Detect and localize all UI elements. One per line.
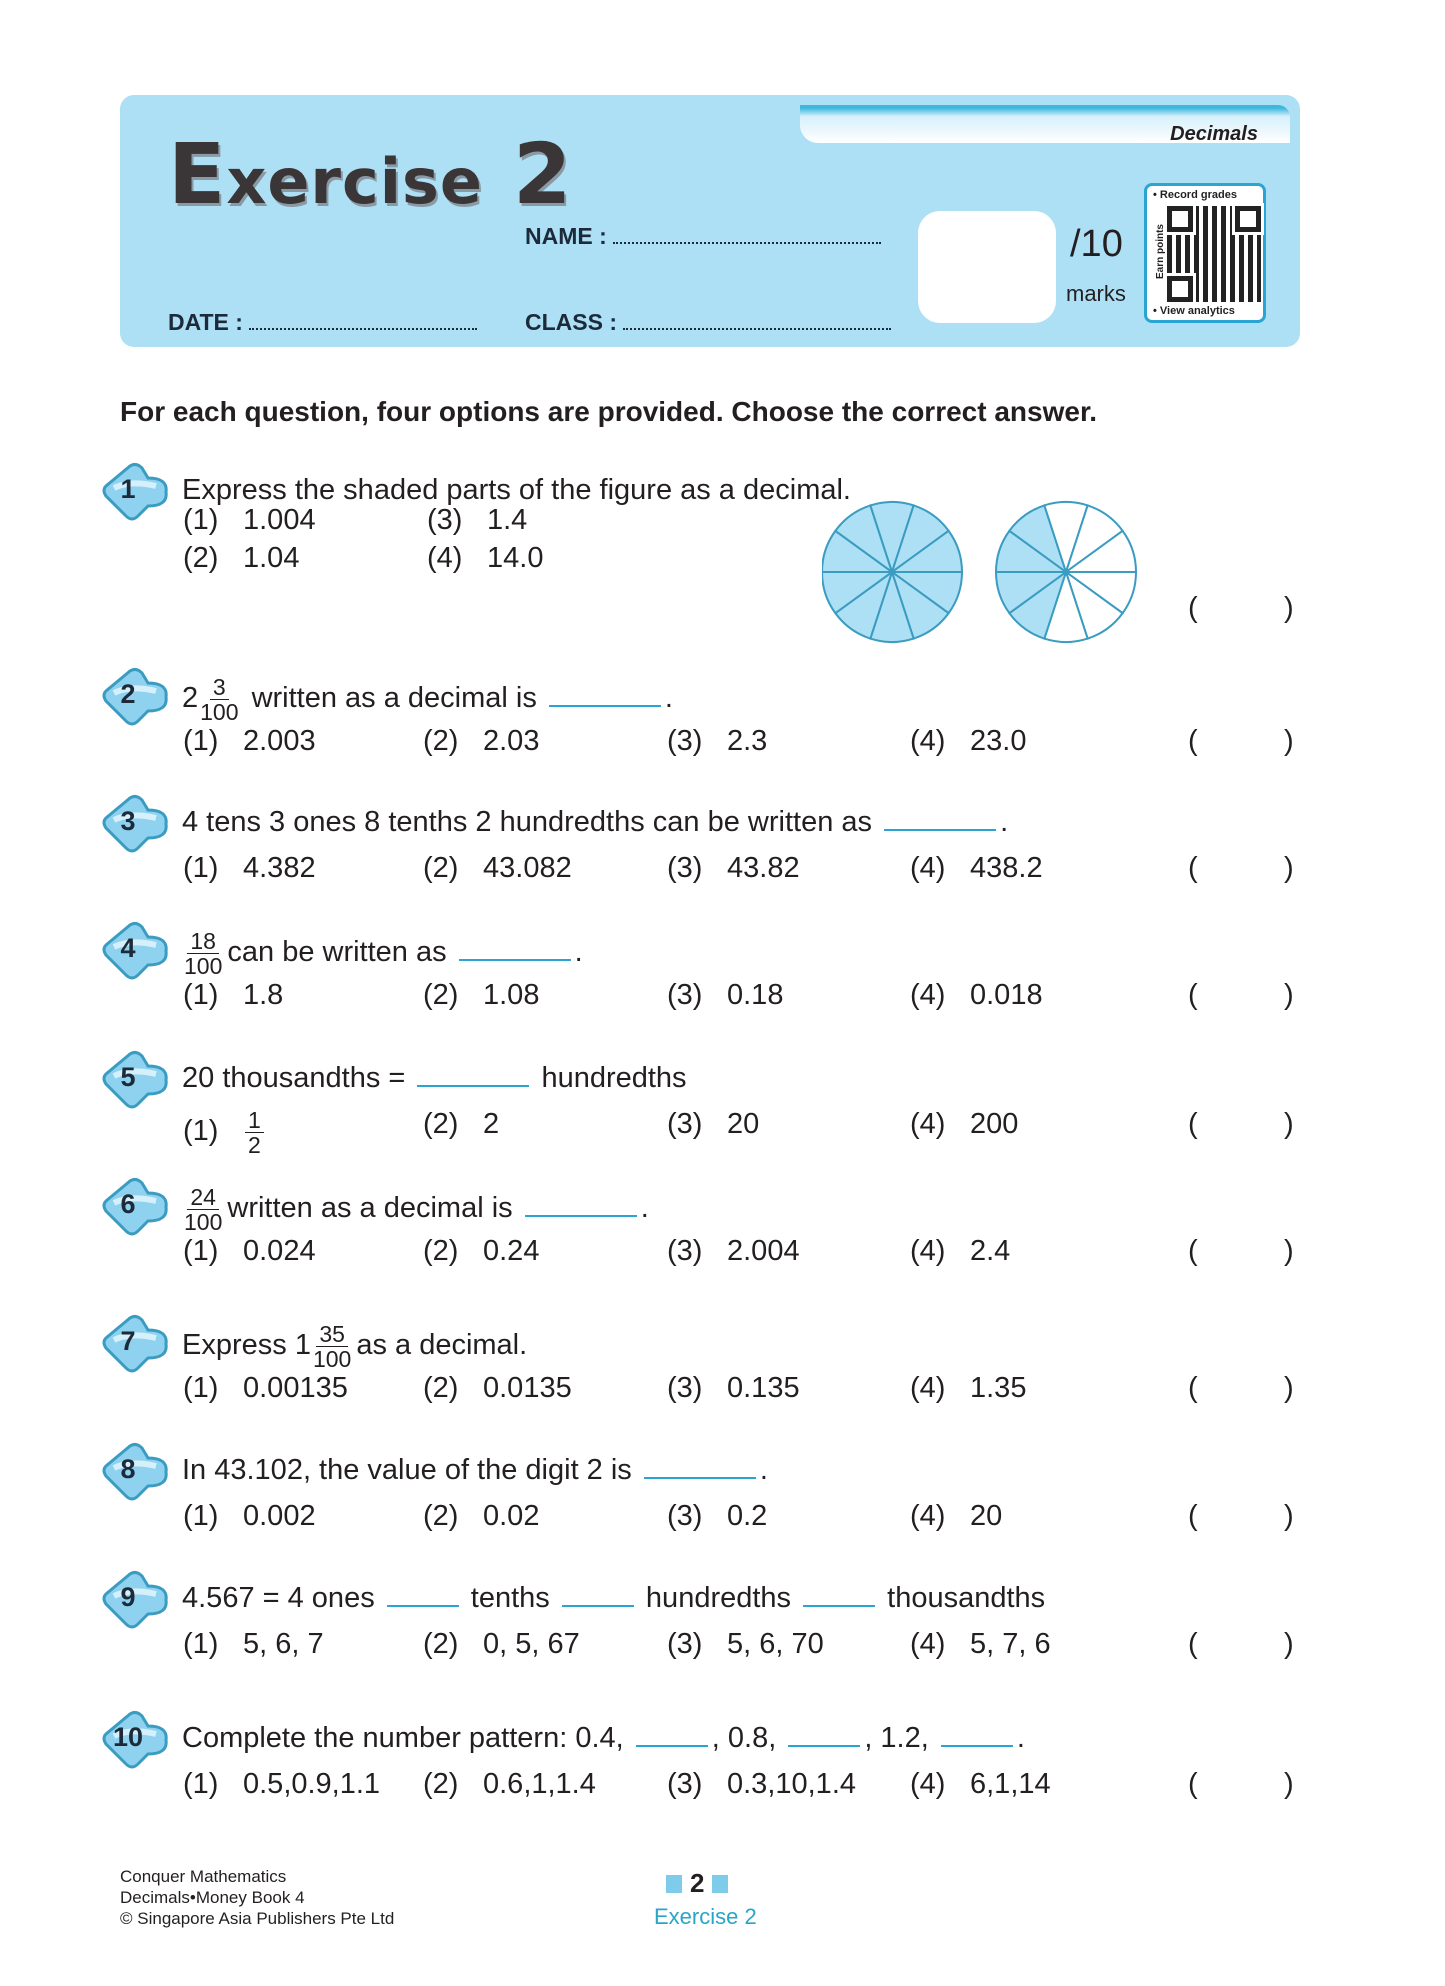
answer-paren-open[interactable]: (: [1188, 1235, 1198, 1267]
numerator: 24: [187, 1185, 219, 1210]
option-key: (2): [423, 1628, 459, 1660]
option-value: 5, 6, 7: [243, 1628, 324, 1660]
question-text: [182, 1578, 1045, 1618]
question-text-segment: 20 thousandths =: [182, 1062, 414, 1094]
answer-blank: [459, 933, 571, 961]
question-text: [182, 1450, 768, 1490]
option-4[interactable]: [910, 979, 1043, 1012]
option-4[interactable]: [910, 1372, 1026, 1405]
numerator: 1: [245, 1108, 264, 1133]
option-value: 2.003: [243, 725, 316, 757]
option-key: (3): [667, 1768, 703, 1800]
topic-label: Decimals: [1170, 123, 1258, 145]
option-4[interactable]: [910, 1628, 1051, 1661]
option-3[interactable]: [667, 852, 800, 885]
answer-paren-close[interactable]: ): [1284, 725, 1294, 757]
score-input-box[interactable]: [918, 211, 1056, 323]
denominator: 100: [184, 953, 223, 979]
answer-blank: [417, 1059, 529, 1087]
option-1[interactable]: [183, 979, 283, 1012]
option-key: (1): [183, 1628, 219, 1660]
option-value: 0.5,0.9,1.1: [243, 1768, 381, 1800]
question-text: [182, 929, 583, 978]
option-value: 2.004: [727, 1235, 800, 1267]
option-3[interactable]: [667, 1108, 759, 1141]
topic-tab: [800, 105, 1290, 143]
option-key: (1): [183, 1115, 219, 1148]
question-number: 2: [120, 679, 136, 709]
option-1[interactable]: [183, 504, 316, 537]
option-2[interactable]: [423, 979, 539, 1012]
fraction: [184, 1185, 222, 1234]
footer-copyright: © Singapore Asia Publishers Pte Ltd: [120, 1909, 395, 1928]
option-value: 200: [970, 1108, 1019, 1140]
option-key: (4): [910, 1500, 946, 1532]
question-text-segment: Complete the number pattern: 0.4,: [182, 1722, 632, 1754]
question-number: 9: [120, 1582, 136, 1612]
option-value: 6,1,14: [970, 1768, 1051, 1800]
answer-blank: [549, 679, 661, 707]
option-2[interactable]: [423, 852, 572, 885]
option-key: (2): [423, 1768, 459, 1800]
score-total: /10: [1070, 223, 1123, 265]
question-text-segment: as a decimal.: [356, 1329, 528, 1362]
question-number: 10: [112, 1722, 144, 1752]
page-title: Exercise 2: [168, 125, 573, 223]
question-text-segment: written as a decimal is: [243, 682, 545, 715]
question-number-badge: [100, 1570, 168, 1630]
answer-paren-close[interactable]: ): [1284, 1500, 1294, 1532]
square-icon: [712, 1875, 728, 1893]
question-number-badge: [100, 1177, 168, 1237]
option-value: 438.2: [970, 852, 1043, 884]
question-text-segment: 4.567 = 4 ones: [182, 1582, 383, 1614]
option-3[interactable]: [427, 504, 527, 537]
denominator: 2: [248, 1132, 261, 1158]
question-text-segment: .: [664, 682, 673, 715]
question-number: 8: [120, 1454, 136, 1484]
question-number-badge: [100, 1314, 168, 1374]
question-text-segment: .: [640, 1192, 649, 1225]
option-4[interactable]: [910, 1768, 1051, 1801]
option-key: (3): [667, 1235, 703, 1267]
option-value: 1.04: [243, 542, 300, 574]
option-value: 0.018: [970, 979, 1043, 1011]
question-number-badge: [100, 1050, 168, 1110]
footer-credits: [120, 1866, 394, 1929]
option-key: (3): [667, 1372, 703, 1404]
option-key: (4): [910, 852, 946, 884]
qr-code[interactable]: [1144, 183, 1266, 323]
option-key: (4): [910, 1235, 946, 1267]
option-key: (1): [183, 1500, 219, 1532]
answer-blank: [644, 1451, 756, 1479]
option-key: (4): [910, 725, 946, 757]
answer-paren-open[interactable]: (: [1188, 1500, 1198, 1532]
instructions: For each question, four options are provided. Choose the correct answer.: [120, 396, 1098, 427]
option-key: (1): [183, 504, 219, 536]
option-key: (3): [667, 1108, 703, 1140]
option-key: (4): [910, 1108, 946, 1140]
question-number: 4: [120, 933, 136, 963]
option-key: (1): [183, 979, 219, 1011]
option-key: (3): [667, 852, 703, 884]
answer-paren-open[interactable]: (: [1188, 979, 1198, 1011]
option-key: (1): [183, 725, 219, 757]
option-key: (2): [183, 542, 219, 574]
date-field[interactable]: DATE :: [168, 309, 477, 336]
question-text-segment: hundredths: [533, 1062, 687, 1094]
option-key: (2): [423, 979, 459, 1011]
question-text: [182, 802, 1008, 842]
numerator: 18: [187, 929, 219, 954]
option-3[interactable]: [667, 1628, 824, 1661]
option-2[interactable]: [423, 1372, 572, 1405]
answer-paren-open[interactable]: (: [1188, 1628, 1198, 1660]
option-key: (3): [667, 725, 703, 757]
qr-label-bottom: • View analytics: [1153, 305, 1235, 317]
option-1[interactable]: [183, 1372, 348, 1405]
square-icon: [666, 1875, 682, 1893]
question-number-badge: [100, 1442, 168, 1502]
option-3[interactable]: [667, 979, 783, 1012]
answer-paren-close[interactable]: ): [1284, 1235, 1294, 1267]
option-value: 2.03: [483, 725, 540, 757]
page-number: 2: [666, 1868, 728, 1899]
option-key: (4): [910, 1768, 946, 1800]
question-text-segment: In 43.102, the value of the digit 2 is: [182, 1454, 640, 1486]
answer-paren-open[interactable]: (: [1188, 725, 1198, 757]
question-number: 1: [120, 474, 136, 504]
option-value: 1.08: [483, 979, 540, 1011]
question-text: [182, 1322, 527, 1371]
answer-blank: [387, 1579, 459, 1607]
exercise-header: [120, 95, 1300, 347]
page-label: Exercise 2: [654, 1904, 757, 1929]
option-value: 0.0135: [483, 1372, 572, 1404]
option-key: (4): [910, 979, 946, 1011]
option-key: (1): [183, 852, 219, 884]
answer-paren-open[interactable]: (: [1188, 1768, 1198, 1800]
option-4[interactable]: [427, 542, 543, 575]
question-text-segment: Express 1: [182, 1329, 311, 1362]
answer-blank: [525, 1189, 637, 1217]
option-4[interactable]: [910, 1235, 1010, 1268]
option-key: (3): [667, 979, 703, 1011]
question-number-badge: [100, 1710, 168, 1770]
option-4[interactable]: [910, 1500, 1002, 1533]
class-field[interactable]: CLASS :: [525, 309, 891, 336]
question-number-badge: [100, 921, 168, 981]
option-value: 5, 7, 6: [970, 1628, 1051, 1660]
question-text-segment: can be written as: [227, 936, 455, 969]
question-text-segment: hundredths: [637, 1582, 800, 1614]
option-2[interactable]: [423, 1500, 539, 1533]
option-key: (3): [427, 504, 463, 536]
answer-blank: [788, 1719, 860, 1747]
denominator: 100: [200, 699, 239, 725]
answer-blank: [562, 1579, 634, 1607]
option-1[interactable]: [183, 1108, 269, 1157]
answer-paren-close[interactable]: ): [1284, 979, 1294, 1011]
shaded-circles-figure: [822, 500, 1152, 650]
option-value: 0.6,1,1.4: [483, 1768, 596, 1800]
option-3[interactable]: [667, 1372, 800, 1405]
option-2[interactable]: [423, 725, 539, 758]
option-value: 14.0: [487, 542, 544, 574]
answer-paren-close[interactable]: ): [1284, 592, 1294, 624]
option-key: (4): [910, 1372, 946, 1404]
option-4[interactable]: [910, 725, 1026, 758]
score-unit: marks: [1066, 281, 1126, 306]
question-text: [182, 1185, 649, 1234]
fraction: [200, 675, 238, 724]
option-value: 0.18: [727, 979, 784, 1011]
question-number-badge: [100, 462, 168, 522]
option-value: 5, 6, 70: [727, 1628, 824, 1660]
question-text-segment: .: [1000, 806, 1009, 838]
numerator: 35: [316, 1322, 348, 1347]
option-key: (2): [423, 1372, 459, 1404]
option-value: 1.4: [487, 504, 528, 536]
option-value: 1.004: [243, 504, 316, 536]
option-value: 0.024: [243, 1235, 316, 1267]
answer-blank: [636, 1719, 708, 1747]
option-value: 1.35: [970, 1372, 1027, 1404]
option-key: (3): [667, 1500, 703, 1532]
question-text-segment: .: [574, 936, 583, 969]
answer-paren-close[interactable]: ): [1284, 852, 1294, 884]
fraction: [245, 1108, 264, 1157]
answer-paren-open[interactable]: (: [1188, 592, 1198, 624]
answer-blank: [803, 1579, 875, 1607]
option-value: 2: [483, 1108, 500, 1140]
footer-book: Decimals•Money Book 4: [120, 1888, 305, 1907]
option-key: (2): [423, 725, 459, 757]
numerator: 3: [210, 675, 229, 700]
question-number-badge: [100, 667, 168, 727]
option-value: 20: [727, 1108, 760, 1140]
fraction: [313, 1322, 351, 1371]
option-value: 2.3: [727, 725, 768, 757]
option-2[interactable]: [183, 542, 299, 575]
question-number: 7: [120, 1326, 136, 1356]
question-text-segment: .: [759, 1454, 768, 1486]
option-3[interactable]: [667, 1768, 856, 1801]
option-2[interactable]: [423, 1235, 539, 1268]
option-value: 0.24: [483, 1235, 540, 1267]
option-value: 0.135: [727, 1372, 800, 1404]
option-key: (1): [183, 1768, 219, 1800]
option-1[interactable]: [183, 1628, 324, 1661]
footer-series: Conquer Mathematics: [120, 1867, 287, 1886]
option-value: 0.2: [727, 1500, 768, 1532]
denominator: 100: [184, 1209, 223, 1235]
option-3[interactable]: [667, 1500, 767, 1533]
answer-paren-open[interactable]: (: [1188, 1108, 1198, 1140]
option-1[interactable]: [183, 725, 316, 758]
option-4[interactable]: [910, 852, 1043, 885]
option-1[interactable]: [183, 1768, 380, 1801]
option-3[interactable]: [667, 1235, 800, 1268]
question-text-segment: written as a decimal is: [227, 1192, 521, 1225]
option-2[interactable]: [423, 1628, 580, 1661]
option-key: (3): [667, 1628, 703, 1660]
option-value: 2.4: [970, 1235, 1011, 1267]
question-text: [182, 1058, 687, 1098]
question-number-badge: [100, 794, 168, 854]
denominator: 100: [312, 1346, 352, 1372]
option-key: (2): [423, 1235, 459, 1267]
option-value: 0, 5, 67: [483, 1628, 580, 1660]
question-text: [182, 675, 673, 724]
answer-paren-close[interactable]: ): [1284, 1372, 1294, 1404]
option-4[interactable]: [910, 1108, 1018, 1141]
option-1[interactable]: [183, 852, 316, 885]
answer-blank: [941, 1719, 1013, 1747]
option-value: 0.02: [483, 1500, 540, 1532]
qr-code-icon: [1167, 206, 1261, 302]
option-value: 20: [970, 1500, 1003, 1532]
answer-paren-close[interactable]: ): [1284, 1768, 1294, 1800]
answer-paren-open[interactable]: (: [1188, 1372, 1198, 1404]
fraction: [184, 929, 222, 978]
qr-label-side: Earn points: [1155, 223, 1167, 280]
option-2[interactable]: [423, 1768, 596, 1801]
option-1[interactable]: [183, 1235, 316, 1268]
question-number: 5: [120, 1062, 136, 1092]
answer-paren-close[interactable]: ): [1284, 1628, 1294, 1660]
answer-blank: [884, 803, 996, 831]
option-value: 1.8: [243, 979, 284, 1011]
option-value: 43.082: [483, 852, 572, 884]
option-key: (4): [910, 1628, 946, 1660]
option-2[interactable]: [423, 1108, 499, 1141]
whole-number: 2: [182, 682, 199, 715]
question-text-segment: Express the shaded parts of the figure as a decimal.: [182, 474, 851, 506]
question-text: [182, 1718, 1025, 1758]
option-key: (1): [183, 1372, 219, 1404]
option-value: 43.82: [727, 852, 800, 884]
option-key: (2): [423, 1108, 459, 1140]
option-3[interactable]: [667, 725, 767, 758]
question-text-segment: , 0.8,: [711, 1722, 785, 1754]
question-text-segment: .: [1016, 1722, 1025, 1754]
option-value: 0.002: [243, 1500, 316, 1532]
option-key: (4): [427, 542, 463, 574]
answer-paren-close[interactable]: ): [1284, 1108, 1294, 1140]
option-value: 23.0: [970, 725, 1027, 757]
question-text-segment: thousandths: [879, 1582, 1046, 1614]
answer-paren-open[interactable]: (: [1188, 852, 1198, 884]
option-value: 0.00135: [243, 1372, 348, 1404]
question-text-segment: 4 tens 3 ones 8 tenths 2 hundredths can be written as: [182, 806, 881, 838]
option-value: 4.382: [243, 852, 316, 884]
question-text-segment: tenths: [462, 1582, 558, 1614]
option-value: 0.3,10,1.4: [727, 1768, 856, 1800]
option-key: (2): [423, 852, 459, 884]
question-number: 3: [120, 806, 136, 836]
qr-label-top: • Record grades: [1153, 189, 1237, 201]
option-key: (1): [183, 1235, 219, 1267]
question-text-segment: , 1.2,: [864, 1722, 937, 1754]
question-number: 6: [120, 1189, 136, 1219]
option-key: (2): [423, 1500, 459, 1532]
option-1[interactable]: [183, 1500, 316, 1533]
name-field[interactable]: NAME :: [525, 223, 881, 250]
